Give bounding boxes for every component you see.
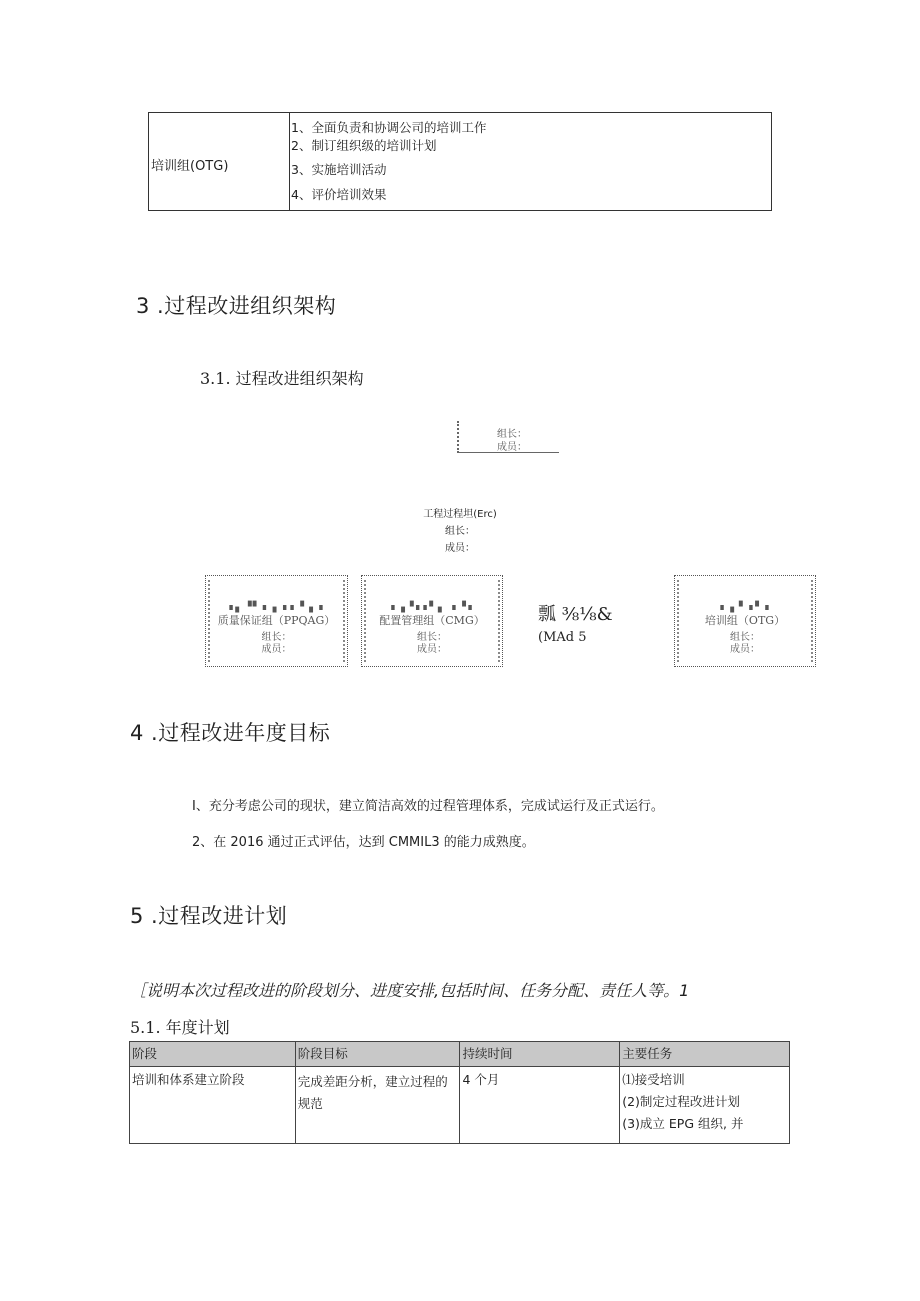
box-leader: 组长： — [730, 632, 760, 643]
cell-tasks — [620, 1067, 790, 1144]
box-members: 成员： — [261, 644, 292, 655]
org-top-leader: 组长： — [497, 429, 527, 440]
section-5-1-heading: 5.1. 年度计划 — [130, 1018, 230, 1037]
list-item: 3、实施培训活动 — [291, 162, 387, 177]
list-item: 2、制订组织级的培训计划 — [291, 138, 437, 153]
box-title: 质量保证组（PPQAG） — [217, 614, 336, 627]
header-duration: 持续时间 — [460, 1042, 620, 1067]
box-title: 培训组（OTG） — [704, 614, 786, 627]
section-4-heading: 4 .过程改进年度目标 — [130, 721, 331, 745]
org-box-cmg — [361, 575, 503, 667]
table-row — [130, 1067, 790, 1144]
org-middle-text-1: 瓢 ⅜⅛& — [538, 604, 613, 625]
org-box-otg — [674, 575, 816, 667]
epg-title: 工程过程坦(Erc) — [423, 509, 497, 520]
header-tasks: 主要任务 — [620, 1042, 790, 1067]
list-item: 1、全面负责和协调公司的培训工作 — [291, 120, 487, 135]
cell-goal: 完成差距分析，建立过程的规范 — [295, 1067, 460, 1144]
header-goal: 阶段目标 — [295, 1042, 460, 1067]
box-title: 配置管理组（CMG） — [379, 614, 485, 627]
org-top-box — [457, 421, 559, 453]
epg-members: 成员： — [445, 543, 475, 554]
list-item: 4、评价培训效果 — [291, 187, 387, 202]
cell-stage: 培训和体系建立阶段 — [130, 1067, 296, 1144]
task-item: (2)制定过程改进计划 — [622, 1094, 740, 1109]
goal-1: I、充分考虑公司的现状，建立简洁高效的过程管理体系，完成试运行及正式运行。 — [192, 799, 664, 814]
box-garble: ∎▖▝▘∎▗ ∎∎▝ ▖∎ — [227, 602, 326, 613]
section-5-note: ［说明本次过程改进的阶段划分、进度安排,包括时间、任务分配、责任人等。1 — [130, 981, 690, 1000]
org-box-ppqag — [205, 575, 348, 667]
goal-2: 2、在 2016 通过正式评估，达到 CMMIL3 的能力成熟度。 — [192, 835, 535, 850]
responsibility-table — [148, 112, 772, 211]
header-stage: 阶段 — [130, 1042, 296, 1067]
group-name: 培训组(OTG) — [151, 159, 229, 174]
org-top-members: 成员： — [497, 442, 527, 453]
table-header-row — [130, 1042, 790, 1067]
section-3-1-heading: 3.1. 过程改进组织架构 — [200, 369, 364, 388]
org-middle-text-2: (MAd 5 — [538, 630, 587, 645]
epg-group — [410, 505, 510, 554]
box-garble: ∎▗▝ ∎▘∎ — [718, 602, 772, 613]
task-item: ⑴接受培训 — [622, 1072, 685, 1087]
box-leader: 组长： — [417, 632, 447, 643]
plan-table — [129, 1041, 790, 1144]
box-garble: ∎▗▝∎∎▘▖ ∎▝∎ — [389, 602, 475, 613]
section-3-heading: 3 .过程改进组织架构 — [136, 294, 337, 318]
box-leader: 组长： — [261, 632, 292, 643]
box-members: 成员： — [417, 644, 447, 655]
epg-leader: 组长： — [445, 526, 475, 537]
cell-duration: 4 个月 — [460, 1067, 620, 1144]
box-members: 成员： — [730, 644, 760, 655]
section-5-heading: 5 .过程改进计划 — [130, 904, 288, 928]
task-item: (3)成立 EPG 组织, 并 — [622, 1116, 744, 1131]
